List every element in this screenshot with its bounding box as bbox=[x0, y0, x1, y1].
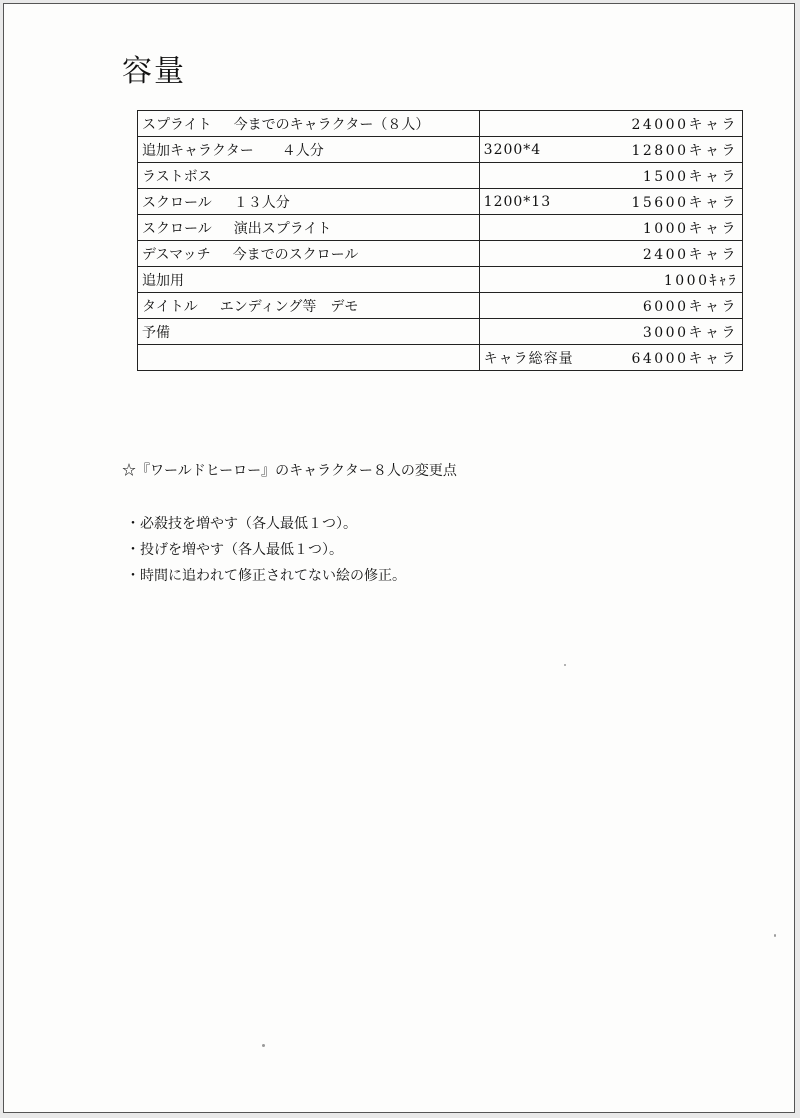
row-amount: 15600キャラ bbox=[631, 194, 738, 211]
note-item: ・時間に追われて修正されてない絵の修正。 bbox=[126, 568, 406, 584]
row-detail: 追加キャラクター ４人分 bbox=[142, 142, 324, 159]
row-description bbox=[138, 241, 480, 267]
table-row bbox=[138, 319, 743, 345]
row-calculation bbox=[479, 137, 742, 163]
calc-wrap bbox=[484, 114, 738, 134]
row-description bbox=[138, 189, 480, 215]
row-description bbox=[138, 319, 480, 345]
row-detail: 今までのキャラクター（８人） bbox=[233, 116, 430, 133]
table-row bbox=[138, 137, 743, 163]
calc-wrap bbox=[484, 348, 738, 368]
row-detail: ラストボス bbox=[142, 168, 212, 185]
notes-heading: ☆『ワールドヒーロー』のキャラクター８人の変更点 bbox=[122, 463, 457, 479]
row-amount: 12800キャラ bbox=[631, 142, 738, 159]
calc-wrap bbox=[484, 322, 738, 342]
row-category: デスマッチ bbox=[142, 246, 211, 263]
row-category: スクロール bbox=[142, 220, 212, 237]
table-row bbox=[138, 163, 743, 189]
row-amount: 24000キャラ bbox=[631, 116, 738, 133]
row-amount: 3000キャラ bbox=[642, 324, 738, 341]
row-category: 予備 bbox=[142, 324, 170, 341]
row-calculation bbox=[479, 111, 742, 137]
row-description bbox=[138, 267, 480, 293]
row-calculation bbox=[479, 293, 742, 319]
table-row bbox=[138, 189, 743, 215]
row-calculation bbox=[479, 189, 742, 215]
row-formula: キャラ総容量 bbox=[483, 350, 574, 367]
row-formula: 1200*13 bbox=[483, 193, 552, 210]
calc-wrap bbox=[484, 244, 738, 264]
table-row bbox=[138, 241, 743, 267]
calc-wrap bbox=[484, 192, 738, 212]
table-row bbox=[138, 345, 743, 371]
row-detail: １３人分 bbox=[233, 194, 290, 211]
row-calculation bbox=[479, 319, 742, 345]
row-calculation bbox=[479, 267, 742, 293]
row-calculation bbox=[479, 215, 742, 241]
row-category: タイトル bbox=[142, 298, 198, 315]
table-row bbox=[138, 111, 743, 137]
row-description bbox=[138, 215, 480, 241]
notes-section bbox=[122, 460, 457, 592]
table-row bbox=[138, 267, 743, 293]
table-row bbox=[138, 215, 743, 241]
row-detail: 追加用 bbox=[142, 272, 184, 289]
row-formula: 3200*4 bbox=[483, 141, 542, 158]
document-page bbox=[3, 3, 795, 1113]
row-category: スプライト bbox=[142, 116, 212, 133]
capacity-table-body bbox=[138, 111, 743, 371]
calc-wrap bbox=[484, 140, 738, 160]
calc-wrap bbox=[484, 296, 738, 316]
row-amount: 6000キャラ bbox=[642, 298, 738, 315]
row-detail: 演出スプライト bbox=[233, 220, 332, 237]
row-amount: 64000キャラ bbox=[631, 350, 738, 367]
row-description bbox=[138, 345, 480, 371]
row-amount: 2400キャラ bbox=[642, 246, 738, 263]
row-calculation bbox=[479, 345, 742, 371]
scan-speck bbox=[262, 1044, 265, 1047]
row-category: スクロール bbox=[142, 194, 212, 211]
row-detail: エンディング等 デモ bbox=[219, 298, 359, 315]
row-amount: 1000キャラ bbox=[642, 220, 738, 237]
calc-wrap bbox=[484, 270, 738, 290]
row-description bbox=[138, 163, 480, 189]
row-detail: 今までのスクロール bbox=[232, 246, 359, 263]
page-title: 容量 bbox=[122, 54, 186, 89]
row-amount: 1000ｷｬﾗ bbox=[663, 272, 738, 289]
row-description bbox=[138, 137, 480, 163]
row-amount: 1500キャラ bbox=[642, 168, 738, 185]
row-calculation bbox=[479, 241, 742, 267]
table-row bbox=[138, 293, 743, 319]
scan-speck bbox=[564, 664, 566, 666]
note-item: ・投げを増やす（各人最低１つ）。 bbox=[126, 542, 343, 558]
calc-wrap bbox=[484, 166, 738, 186]
capacity-table bbox=[137, 110, 743, 371]
row-description bbox=[138, 293, 480, 319]
calc-wrap bbox=[484, 218, 738, 238]
row-description bbox=[138, 111, 480, 137]
scan-speck bbox=[774, 934, 776, 937]
note-item: ・必殺技を増やす（各人最低１つ）。 bbox=[126, 516, 357, 532]
row-calculation bbox=[479, 163, 742, 189]
